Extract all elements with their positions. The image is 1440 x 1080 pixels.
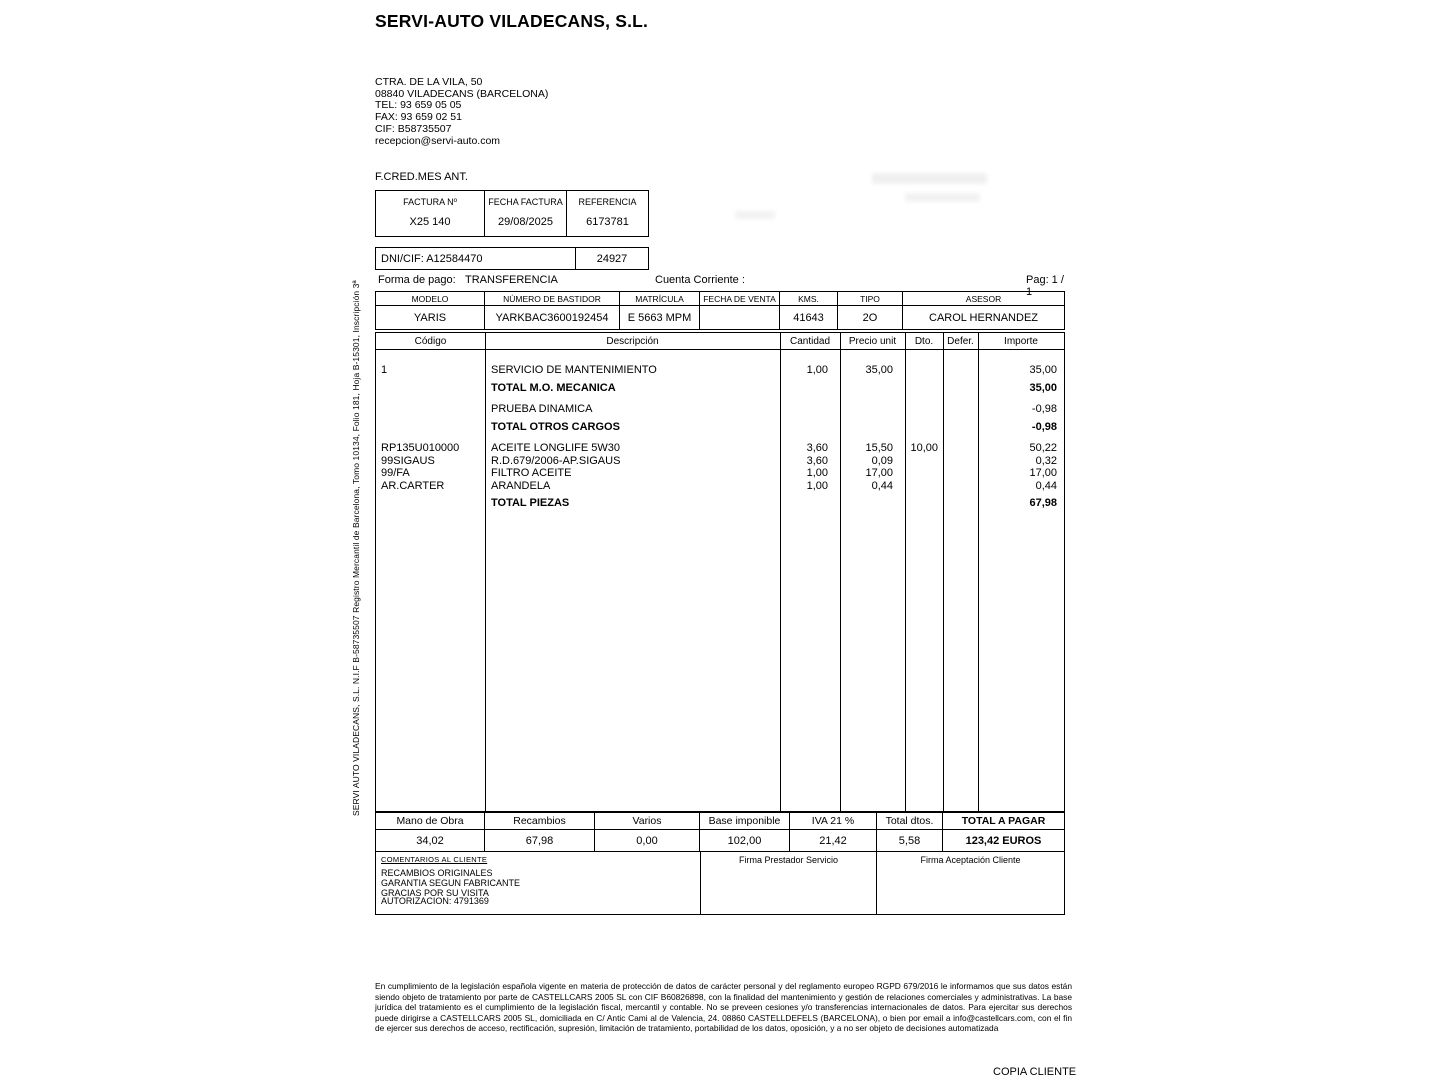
vehicle-table-header bbox=[376, 292, 1064, 306]
items-cell-defer bbox=[943, 364, 978, 377]
total-base-imponible bbox=[700, 813, 790, 851]
items-row bbox=[376, 421, 1064, 434]
items-cell-importe: 0,44 bbox=[1035, 479, 1057, 492]
company-email: recepcion@servi-auto.com bbox=[375, 134, 501, 147]
items-row bbox=[376, 467, 1064, 480]
total-label: IVA 21 % bbox=[790, 813, 876, 830]
items-cell-dto: 10,00 bbox=[910, 442, 938, 454]
vehicle-table bbox=[375, 291, 1065, 330]
total-value: 67,98 bbox=[525, 834, 554, 847]
legal-text: En cumplimiento de la legislación española vigente en materia de protección de datos de carácter personal y del reglamento europeo RGPD 679/2016 le informamos que sus datos están siendo objeto de tratamiento por parte de CASTELLCARS 2005 SL con CIF B60826898, con la finalidad del mantenimiento y gestión de relaciones comerciales y administrativas. La base jurídica del tratamiento es el cumplimiento de la legislación fiscal, mercantil y contable. No se preveen cesiones y/o transferencias internacionales de datos. Para ejercitar sus derechos puede dirigirse a CASTELLCARS 2005 SL, domiciliada en C/ Antic Cami al de Valencia, 24. 08860 CASTELLDEFELS (BARCELONA), o bien por email a info@castellcars.com, con el fin de ejercer sus derechos de acceso, rectificación, supresión, limitación de tratamiento, portabilidad de los datos, oposición, y a no ser objeto de decisiones automatizada bbox=[375, 981, 1072, 1034]
total-label: Varios bbox=[595, 813, 699, 830]
invoice-date-label: FECHA FACTURA bbox=[488, 197, 563, 207]
total-value: 34,02 bbox=[416, 834, 444, 847]
items-cell-defer bbox=[943, 382, 978, 395]
invoice-number-value: X25 140 bbox=[409, 215, 451, 228]
scan-artifact bbox=[872, 173, 987, 184]
items-cell-code bbox=[376, 403, 485, 416]
invoice-header-box bbox=[375, 190, 649, 237]
items-cell-importe: 35,00 bbox=[1029, 364, 1057, 376]
items-cell-code bbox=[376, 497, 485, 510]
items-cell-dto bbox=[905, 497, 943, 510]
total-value: 102,00 bbox=[727, 834, 762, 847]
items-cell-desc: R.D.679/2006-AP.SIGAUS bbox=[491, 454, 621, 467]
vehicle-kms: 41643 bbox=[780, 306, 838, 329]
items-cell-code: RP135U010000 bbox=[381, 442, 460, 454]
items-cell-importe: 67,98 bbox=[1029, 497, 1057, 509]
items-cell-price bbox=[840, 421, 905, 434]
items-cell-qty: 1,00 bbox=[806, 364, 828, 376]
items-cell-importe: -0,98 bbox=[1031, 420, 1057, 433]
authorization-number: AUTORIZACION: 4791369 bbox=[381, 896, 489, 906]
items-cell-price bbox=[840, 403, 905, 416]
totals-table bbox=[375, 812, 1065, 852]
total-label: Mano de Obra bbox=[376, 813, 484, 830]
items-cell-dto bbox=[905, 421, 943, 434]
client-dni-cif: DNI/CIF: A12584470 bbox=[376, 248, 576, 269]
total-iva bbox=[790, 813, 877, 851]
total-a-pagar bbox=[943, 813, 1064, 851]
items-cell-code: 1 bbox=[381, 364, 388, 376]
items-cell-dto bbox=[905, 467, 943, 480]
items-cell-qty bbox=[780, 403, 840, 416]
items-cell-price: 0,09 bbox=[871, 454, 893, 467]
invoice-date-value: 29/08/2025 bbox=[497, 215, 554, 228]
company-address-line: TEL: 93 659 05 05 bbox=[375, 99, 462, 112]
items-cell-desc: TOTAL OTROS CARGOS bbox=[491, 420, 620, 433]
items-cell-defer bbox=[943, 467, 978, 480]
vehicle-matricula: E 5663 MPM bbox=[620, 306, 700, 329]
items-row bbox=[376, 382, 1064, 395]
scan-artifact bbox=[735, 211, 775, 219]
comments-box bbox=[375, 851, 701, 915]
items-cell-price: 0,44 bbox=[871, 479, 893, 492]
items-cell-code: 99SIGAUS bbox=[381, 454, 435, 467]
total-label: Base imponible bbox=[700, 813, 789, 830]
payment-line bbox=[375, 274, 1065, 298]
total-value: 0,00 bbox=[636, 834, 658, 847]
vehicle-header-bastidor: NÚMERO DE BASTIDOR bbox=[485, 292, 620, 305]
footer-boxes bbox=[375, 851, 1065, 915]
items-header-descripcion: Descripción bbox=[606, 335, 659, 347]
items-cell-qty: 1,00 bbox=[806, 467, 828, 479]
comment-line: GRACIAS POR SU VISITA bbox=[381, 888, 489, 898]
client-signature-label: Firma Aceptación Cliente bbox=[920, 855, 1021, 865]
comments-title: COMENTARIOS AL CLIENTE bbox=[381, 855, 488, 864]
items-header-defer: Defer. bbox=[947, 335, 974, 347]
items-header-precio-unit: Precio unit bbox=[848, 335, 897, 347]
total-label: TOTAL A PAGAR bbox=[943, 813, 1064, 830]
client-signature-box bbox=[876, 851, 1065, 915]
page-indicator: Pag: 1 / 1 bbox=[1026, 274, 1064, 298]
invoice-number-label: FACTURA Nº bbox=[403, 197, 457, 207]
items-cell-desc: ACEITE LONGLIFE 5W30 bbox=[491, 442, 620, 454]
items-cell-defer bbox=[943, 497, 978, 510]
client-code: 24927 bbox=[596, 252, 628, 265]
items-cell-qty bbox=[780, 382, 840, 395]
items-cell-qty: 3,60 bbox=[806, 454, 828, 467]
items-header-dto: Dto. bbox=[914, 335, 934, 347]
items-cell-dto bbox=[905, 382, 943, 395]
invoice-reference-column bbox=[567, 191, 648, 236]
items-cell-importe: 35,00 bbox=[1029, 381, 1057, 394]
vehicle-fecha-venta bbox=[700, 306, 780, 329]
items-cell-dto bbox=[905, 403, 943, 416]
vehicle-asesor: CAROL HERNANDEZ bbox=[929, 311, 1038, 324]
items-cell-price: 17,00 bbox=[865, 467, 893, 479]
total-dtos bbox=[877, 813, 943, 851]
total-value: 5,58 bbox=[898, 834, 921, 847]
comment-line: GARANTIA SEGUN FABRICANTE bbox=[381, 878, 521, 888]
company-address-line: FAX: 93 659 02 51 bbox=[375, 111, 462, 124]
total-label: Total dtos. bbox=[877, 813, 942, 830]
client-id-box bbox=[375, 247, 649, 270]
items-row bbox=[376, 364, 1064, 377]
provider-signature-label: Firma Prestador Servicio bbox=[738, 855, 839, 865]
vehicle-bastidor: YARKBAC3600192454 bbox=[485, 306, 620, 329]
total-value: 123,42 EUROS bbox=[965, 834, 1042, 847]
items-cell-defer bbox=[943, 421, 978, 434]
items-cell-qty bbox=[780, 497, 840, 510]
items-cell-desc: SERVICIO DE MANTENIMIENTO bbox=[491, 364, 657, 376]
vehicle-modelo: YARIS bbox=[376, 306, 485, 329]
total-value: 21,42 bbox=[819, 834, 847, 847]
invoice-reference-label: REFERENCIA bbox=[578, 197, 637, 207]
credit-note: F.CRED.MES ANT. bbox=[375, 171, 468, 183]
items-cell-dto bbox=[905, 364, 943, 377]
items-cell-importe: -0,98 bbox=[1031, 403, 1057, 415]
vehicle-header-fecha-venta: FECHA DE VENTA bbox=[700, 292, 780, 305]
items-cell-importe: 17,00 bbox=[1029, 467, 1057, 479]
total-mano-de-obra bbox=[376, 813, 485, 851]
vehicle-tipo: 2O bbox=[838, 306, 903, 329]
items-cell-code bbox=[376, 421, 485, 434]
items-table-body bbox=[376, 364, 1064, 510]
items-cell-desc: PRUEBA DINAMICA bbox=[491, 403, 593, 415]
items-cell-price: 35,00 bbox=[865, 364, 893, 376]
copy-label: COPIA CLIENTE bbox=[993, 1066, 1077, 1078]
vehicle-table-row bbox=[376, 306, 1064, 329]
company-name: SERVI-AUTO VILADECANS, S.L. bbox=[375, 11, 649, 31]
company-address-line: CTRA. DE LA VILA, 50 bbox=[375, 76, 483, 88]
vehicle-header-kms: KMS. bbox=[780, 292, 838, 305]
invoice-number-column bbox=[376, 191, 485, 236]
items-cell-desc: FILTRO ACEITE bbox=[491, 467, 572, 479]
company-address-line: 08840 VILADECANS (BARCELONA) bbox=[375, 87, 549, 100]
cuenta-corriente-label: Cuenta Corriente : bbox=[655, 274, 745, 286]
items-cell-qty bbox=[780, 421, 840, 434]
company-address bbox=[375, 77, 548, 147]
items-cell-defer bbox=[943, 403, 978, 416]
total-recambios bbox=[485, 813, 595, 851]
registration-side-text: SERVI AUTO VILADECANS, S.L. N.I.F B-58735507 Registro Mercantil de Barcelona, Tomo 10134, Folio 181, Hoja B-15301, Inscripción 3ª bbox=[351, 280, 361, 816]
forma-de-pago-value: TRANSFERENCIA bbox=[465, 274, 558, 286]
items-row bbox=[376, 480, 1064, 493]
comment-line: RECAMBIOS ORIGINALES bbox=[381, 868, 493, 878]
items-row bbox=[376, 455, 1064, 468]
items-cell-code bbox=[376, 382, 485, 395]
items-row bbox=[376, 497, 1064, 510]
items-row bbox=[376, 403, 1064, 416]
items-cell-code: 99/FA bbox=[381, 467, 410, 479]
forma-de-pago-label: Forma de pago: bbox=[378, 274, 456, 286]
vehicle-header-tipo: TIPO bbox=[838, 292, 903, 305]
items-cell-price bbox=[840, 382, 905, 395]
items-header-cantidad: Cantidad bbox=[789, 335, 831, 347]
vehicle-header-asesor: ASESOR bbox=[965, 293, 1002, 304]
items-cell-importe: 50,22 bbox=[1029, 442, 1057, 454]
items-cell-desc: TOTAL M.O. MECANICA bbox=[491, 381, 616, 394]
total-varios bbox=[595, 813, 700, 851]
items-cell-code: AR.CARTER bbox=[381, 479, 445, 492]
company-address-line: CIF: B58735507 bbox=[375, 122, 452, 135]
items-cell-qty: 3,60 bbox=[806, 442, 828, 454]
comments-lines bbox=[381, 868, 700, 898]
items-header-importe: Importe bbox=[1004, 335, 1038, 347]
items-cell-dto bbox=[905, 480, 943, 493]
items-table bbox=[375, 332, 1065, 812]
items-cell-defer bbox=[943, 442, 978, 455]
items-cell-defer bbox=[943, 480, 978, 493]
items-cell-price: 15,50 bbox=[865, 442, 893, 454]
items-cell-qty: 1,00 bbox=[806, 479, 828, 492]
provider-signature-box bbox=[700, 851, 877, 915]
items-cell-desc: TOTAL PIEZAS bbox=[491, 497, 570, 509]
items-row bbox=[376, 442, 1064, 455]
vehicle-header-matricula: MATRÍCULA bbox=[620, 292, 700, 305]
scan-artifact bbox=[905, 193, 980, 202]
items-cell-importe: 0,32 bbox=[1035, 454, 1057, 467]
vehicle-header-modelo: MODELO bbox=[376, 292, 485, 305]
invoice-date-column bbox=[485, 191, 567, 236]
items-cell-desc: ARANDELA bbox=[491, 479, 551, 492]
items-cell-price bbox=[840, 497, 905, 510]
items-header-codigo: Código bbox=[414, 335, 447, 347]
invoice-reference-value: 6173781 bbox=[586, 215, 629, 228]
items-cell-defer bbox=[943, 455, 978, 468]
total-label: Recambios bbox=[485, 813, 594, 830]
items-cell-dto bbox=[905, 455, 943, 468]
items-table-header bbox=[376, 333, 1064, 350]
